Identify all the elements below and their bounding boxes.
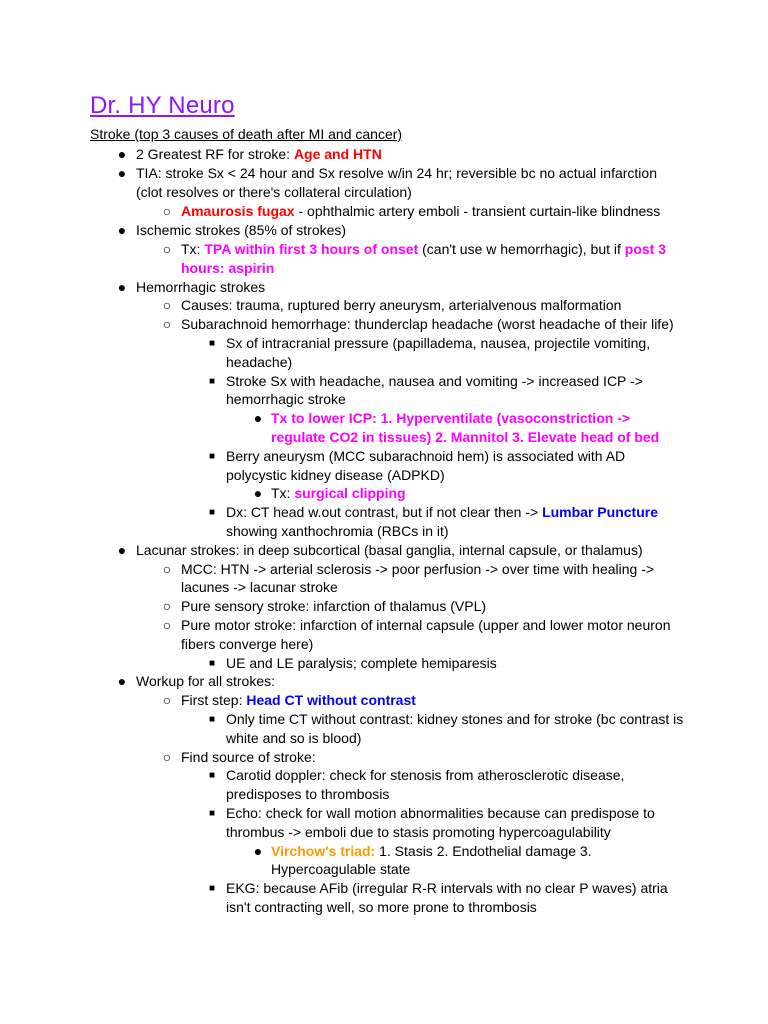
note-line (226, 785, 389, 804)
disc-bullet-icon: ● (117, 673, 127, 689)
line-text: lacunes -> lacunar stroke (181, 579, 338, 595)
note-line (226, 766, 624, 785)
page-title: Dr. HY Neuro (90, 92, 235, 119)
line-text: Carotid doppler: check for stenosis from atherosclerotic disease, (226, 767, 625, 783)
note-line (271, 428, 659, 447)
note-line (271, 842, 592, 861)
note-line (226, 804, 655, 823)
square-bullet-icon: ■ (208, 507, 216, 518)
line-text: Subarachnoid hemorrhage: thunderclap headache (worst headache of their life) (181, 316, 674, 332)
line-text: First step: (181, 692, 247, 708)
line-text: TIA: stroke Sx < 24 hour and Sx resolve w/in 24 hr; reversible bc no actual infarction (136, 165, 657, 181)
disc-bullet-icon: ● (253, 485, 263, 501)
note-line (181, 202, 660, 221)
disc-bullet-icon: ● (117, 222, 127, 238)
line-text: MCC: HTN -> arterial sclerosis -> poor perfusion -> over time with healing -> (181, 561, 655, 577)
note-line (136, 183, 412, 202)
line-text: Pure sensory stroke: infarction of thalamus (VPL) (181, 598, 487, 614)
circle-bullet-icon: ○ (162, 297, 172, 313)
circle-bullet-icon: ○ (162, 561, 172, 577)
line-text: Workup for all strokes: (136, 673, 276, 689)
line-text: Pure motor stroke: infarction of internal capsule (upper and lower motor neuron (181, 617, 671, 633)
note-line (181, 296, 621, 315)
highlighted-text: Lumbar Puncture (542, 504, 658, 520)
highlighted-text: Virchow's triad: (271, 843, 376, 859)
line-text: Sx of intracranial pressure (papilladema, nausea, projectile vomiting, (226, 335, 651, 351)
note-line (226, 879, 668, 898)
note-line (181, 748, 316, 767)
line-text: headache) (226, 354, 293, 370)
note-line (181, 691, 416, 710)
square-bullet-icon: ■ (208, 451, 216, 462)
line-text: Stroke Sx with headache, nausea and vomiting -> increased ICP -> (226, 373, 643, 389)
line-text: isn't contracting well, so more prone to thrombosis (226, 899, 537, 915)
line-text: predisposes to thrombosis (226, 786, 390, 802)
note-line (226, 466, 445, 485)
circle-bullet-icon: ○ (162, 203, 172, 219)
line-text: 1. Stasis 2. Endothelial damage 3. (375, 843, 592, 859)
note-line (226, 334, 650, 353)
line-text: Echo: check for wall motion abnormalities because can predispose to (226, 805, 655, 821)
highlighted-text: Age and HTN (293, 146, 382, 162)
disc-bullet-icon: ● (117, 146, 127, 162)
line-text: - ophthalmic artery emboli - transient curtain-like blindness (294, 203, 661, 219)
section-heading: Stroke (top 3 causes of death after MI and cancer) (90, 126, 403, 142)
line-text: Only time CT without contrast: kidney stones and for stroke (bc contrast is (226, 711, 684, 727)
note-line (226, 390, 346, 409)
highlighted-text: surgical clipping (294, 485, 406, 501)
note-line (181, 597, 486, 616)
circle-bullet-icon: ○ (162, 316, 172, 332)
note-line (136, 672, 275, 691)
note-line (136, 145, 382, 164)
circle-bullet-icon: ○ (162, 692, 172, 708)
square-bullet-icon: ■ (208, 883, 216, 894)
circle-bullet-icon: ○ (162, 598, 172, 614)
note-line (226, 353, 292, 372)
note-line (226, 447, 625, 466)
line-text: hemorrhagic stroke (226, 391, 346, 407)
note-line (136, 164, 657, 183)
note-line (226, 654, 497, 673)
note-line (136, 221, 346, 240)
line-text: (clot resolves or there's collateral circulation) (136, 184, 412, 200)
line-text: Lacunar strokes: in deep subcortical (basal ganglia, internal capsule, or thalamus) (136, 542, 643, 558)
line-text: showing xanthochromia (RBCs in it) (226, 523, 449, 539)
square-bullet-icon: ■ (208, 808, 216, 819)
highlighted-text: Head CT without contrast (246, 692, 416, 708)
square-bullet-icon: ■ (208, 714, 216, 725)
square-bullet-icon: ■ (208, 770, 216, 781)
note-line (181, 259, 274, 278)
note-line (136, 541, 643, 560)
note-line (226, 823, 611, 842)
note-line (181, 315, 674, 334)
disc-bullet-icon: ● (117, 279, 127, 295)
note-line (226, 710, 683, 729)
circle-bullet-icon: ○ (162, 617, 172, 633)
line-text: Hypercoagulable state (271, 861, 411, 877)
square-bullet-icon: ■ (208, 338, 216, 349)
line-text: Tx: (271, 485, 295, 501)
highlighted-text: Tx to lower ICP: 1. Hyperventilate (vasoconstriction -> (271, 410, 631, 426)
highlighted-text: Amaurosis fugax (181, 203, 295, 219)
highlighted-text: post 3 (624, 241, 667, 257)
line-text: white and so is blood) (226, 730, 362, 746)
note-line (181, 560, 654, 579)
note-line (226, 372, 643, 391)
line-text: Causes: trauma, ruptured berry aneurysm, arterialvenous malformation (181, 297, 622, 313)
line-text: (can't use w hemorrhagic), but if (418, 241, 625, 257)
line-text: Find source of stroke: (181, 749, 316, 765)
highlighted-text: TPA within first 3 hours of onset (204, 241, 419, 257)
note-line (226, 729, 361, 748)
line-text: Dx: CT head w.out contrast, but if not clear then -> (226, 504, 543, 520)
disc-bullet-icon: ● (253, 410, 263, 426)
note-line (271, 409, 630, 428)
note-line (226, 898, 537, 917)
line-text: Berry aneurysm (MCC subarachnoid hem) is associated with AD (226, 448, 626, 464)
line-text: thrombus -> emboli due to stasis promoting hypercoagulability (226, 824, 611, 840)
note-line (181, 635, 313, 654)
circle-bullet-icon: ○ (162, 749, 172, 765)
square-bullet-icon: ■ (208, 376, 216, 387)
note-line (271, 484, 406, 503)
disc-bullet-icon: ● (117, 165, 127, 181)
highlighted-text: regulate CO2 in tissues) 2. Mannitol 3. Elevate head of bed (271, 429, 660, 445)
square-bullet-icon: ■ (208, 658, 216, 669)
note-line (226, 503, 658, 522)
note-line (181, 240, 666, 259)
line-text: polycystic kidney disease (ADPKD) (226, 467, 445, 483)
line-text: Tx: (181, 241, 205, 257)
disc-bullet-icon: ● (117, 542, 127, 558)
highlighted-text: hours: aspirin (181, 260, 275, 276)
line-text: EKG: because AFib (irregular R-R intervals with no clear P waves) atria (226, 880, 668, 896)
circle-bullet-icon: ○ (162, 241, 172, 257)
note-line (271, 860, 410, 879)
line-text: 2 Greatest RF for stroke: (136, 146, 294, 162)
disc-bullet-icon: ● (253, 843, 263, 859)
note-line (181, 616, 670, 635)
note-line (181, 578, 338, 597)
line-text: fibers converge here) (181, 636, 314, 652)
line-text: Ischemic strokes (85% of strokes) (136, 222, 347, 238)
line-text: UE and LE paralysis; complete hemiparesis (226, 655, 497, 671)
note-line (136, 278, 265, 297)
line-text: Hemorrhagic strokes (136, 279, 266, 295)
note-line (226, 522, 449, 541)
